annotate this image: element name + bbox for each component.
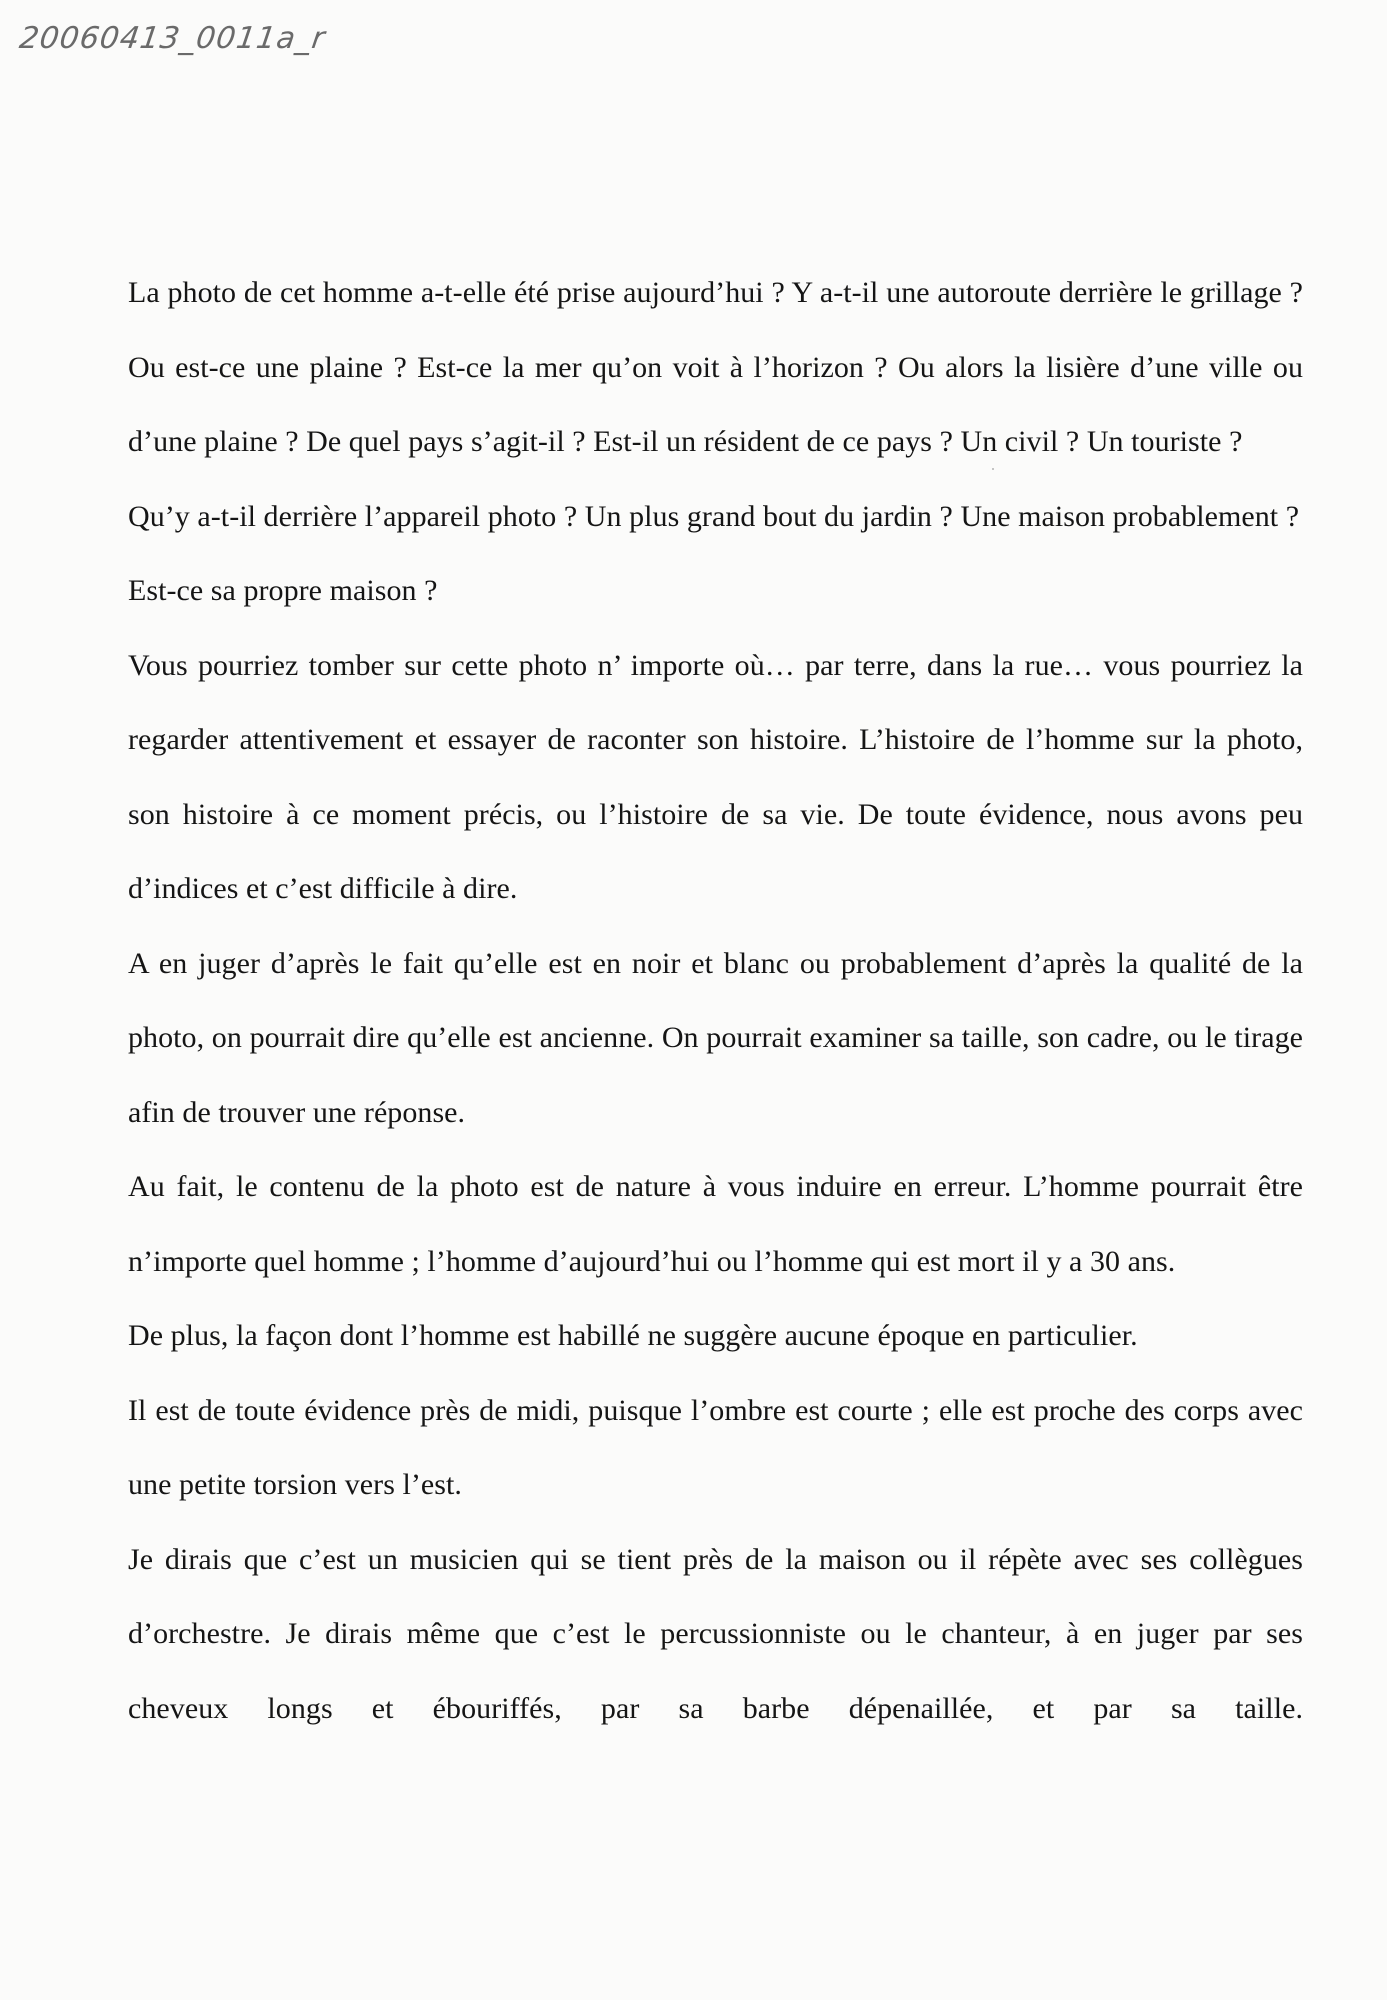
paragraph-4: Vous pourriez tomber sur cette photo n’ importe où… par terre, dans la rue… vous pourriez la regarder attentivement et essayer de raconter son histoire. L’histoire de l’homme sur la photo, son histoire à ce moment précis, ou l’histoire de sa vie. De toute évidence, nous avons peu d’indices et c’est difficile à dire.	[128, 648, 1303, 905]
paragraph-7: De plus, la façon dont l’homme est habillé ne suggère aucune époque en particulier.	[128, 1319, 1138, 1352]
paragraph-9: Je dirais que c’est un musicien qui se tient près de la maison ou il répète avec ses collègues d’orchestre. Je dirais même que c’est le percussionniste ou le chanteur, à en juger par ses cheveux longs et ébouriffés, par sa barbe dépenaillée, et par sa taille.	[128, 1542, 1303, 1725]
handwritten-note-text: 20060413_0011a_r	[17, 21, 328, 56]
paragraph-3: Est-ce sa propre maison ?	[128, 574, 438, 607]
paragraph-1: La photo de cet homme a-t-elle été prise aujourd’hui ? Y a-t-il une autoroute derrière le grillage ? Ou est-ce une plaine ? Est-ce la mer qu’on voit à l’horizon ? Ou alors la lisière d’une ville ou d’une plaine ? De quel pays s’agit-il ? Est-il un résident de ce pays ? Un civil ? Un touriste ?	[128, 276, 1303, 458]
paragraph-5: A en juger d’après le fait qu’elle est en noir et blanc ou probablement d’après la qualité de la photo, on pourrait dire qu’elle est ancienne. On pourrait examiner sa taille, son cadre, ou le tirage afin de trouver une réponse.	[128, 946, 1303, 1129]
body-text	[128, 256, 1303, 1746]
paragraph-2: Qu’y a-t-il derrière l’appareil photo ? Un plus grand bout du jardin ? Une maison probablement ?	[128, 499, 1300, 533]
paragraph-6: Au fait, le contenu de la photo est de nature à vous induire en erreur. L’homme pourrait être n’importe quel homme ; l’homme d’aujourd’hui ou l’homme qui est mort il y a 30 ans.	[128, 1170, 1303, 1278]
paragraph-8: Il est de toute évidence près de midi, puisque l’ombre est courte ; elle est proche des corps avec une petite torsion vers l’est.	[128, 1393, 1303, 1501]
scan-speck	[992, 468, 994, 470]
handwritten-note	[16, 8, 486, 66]
